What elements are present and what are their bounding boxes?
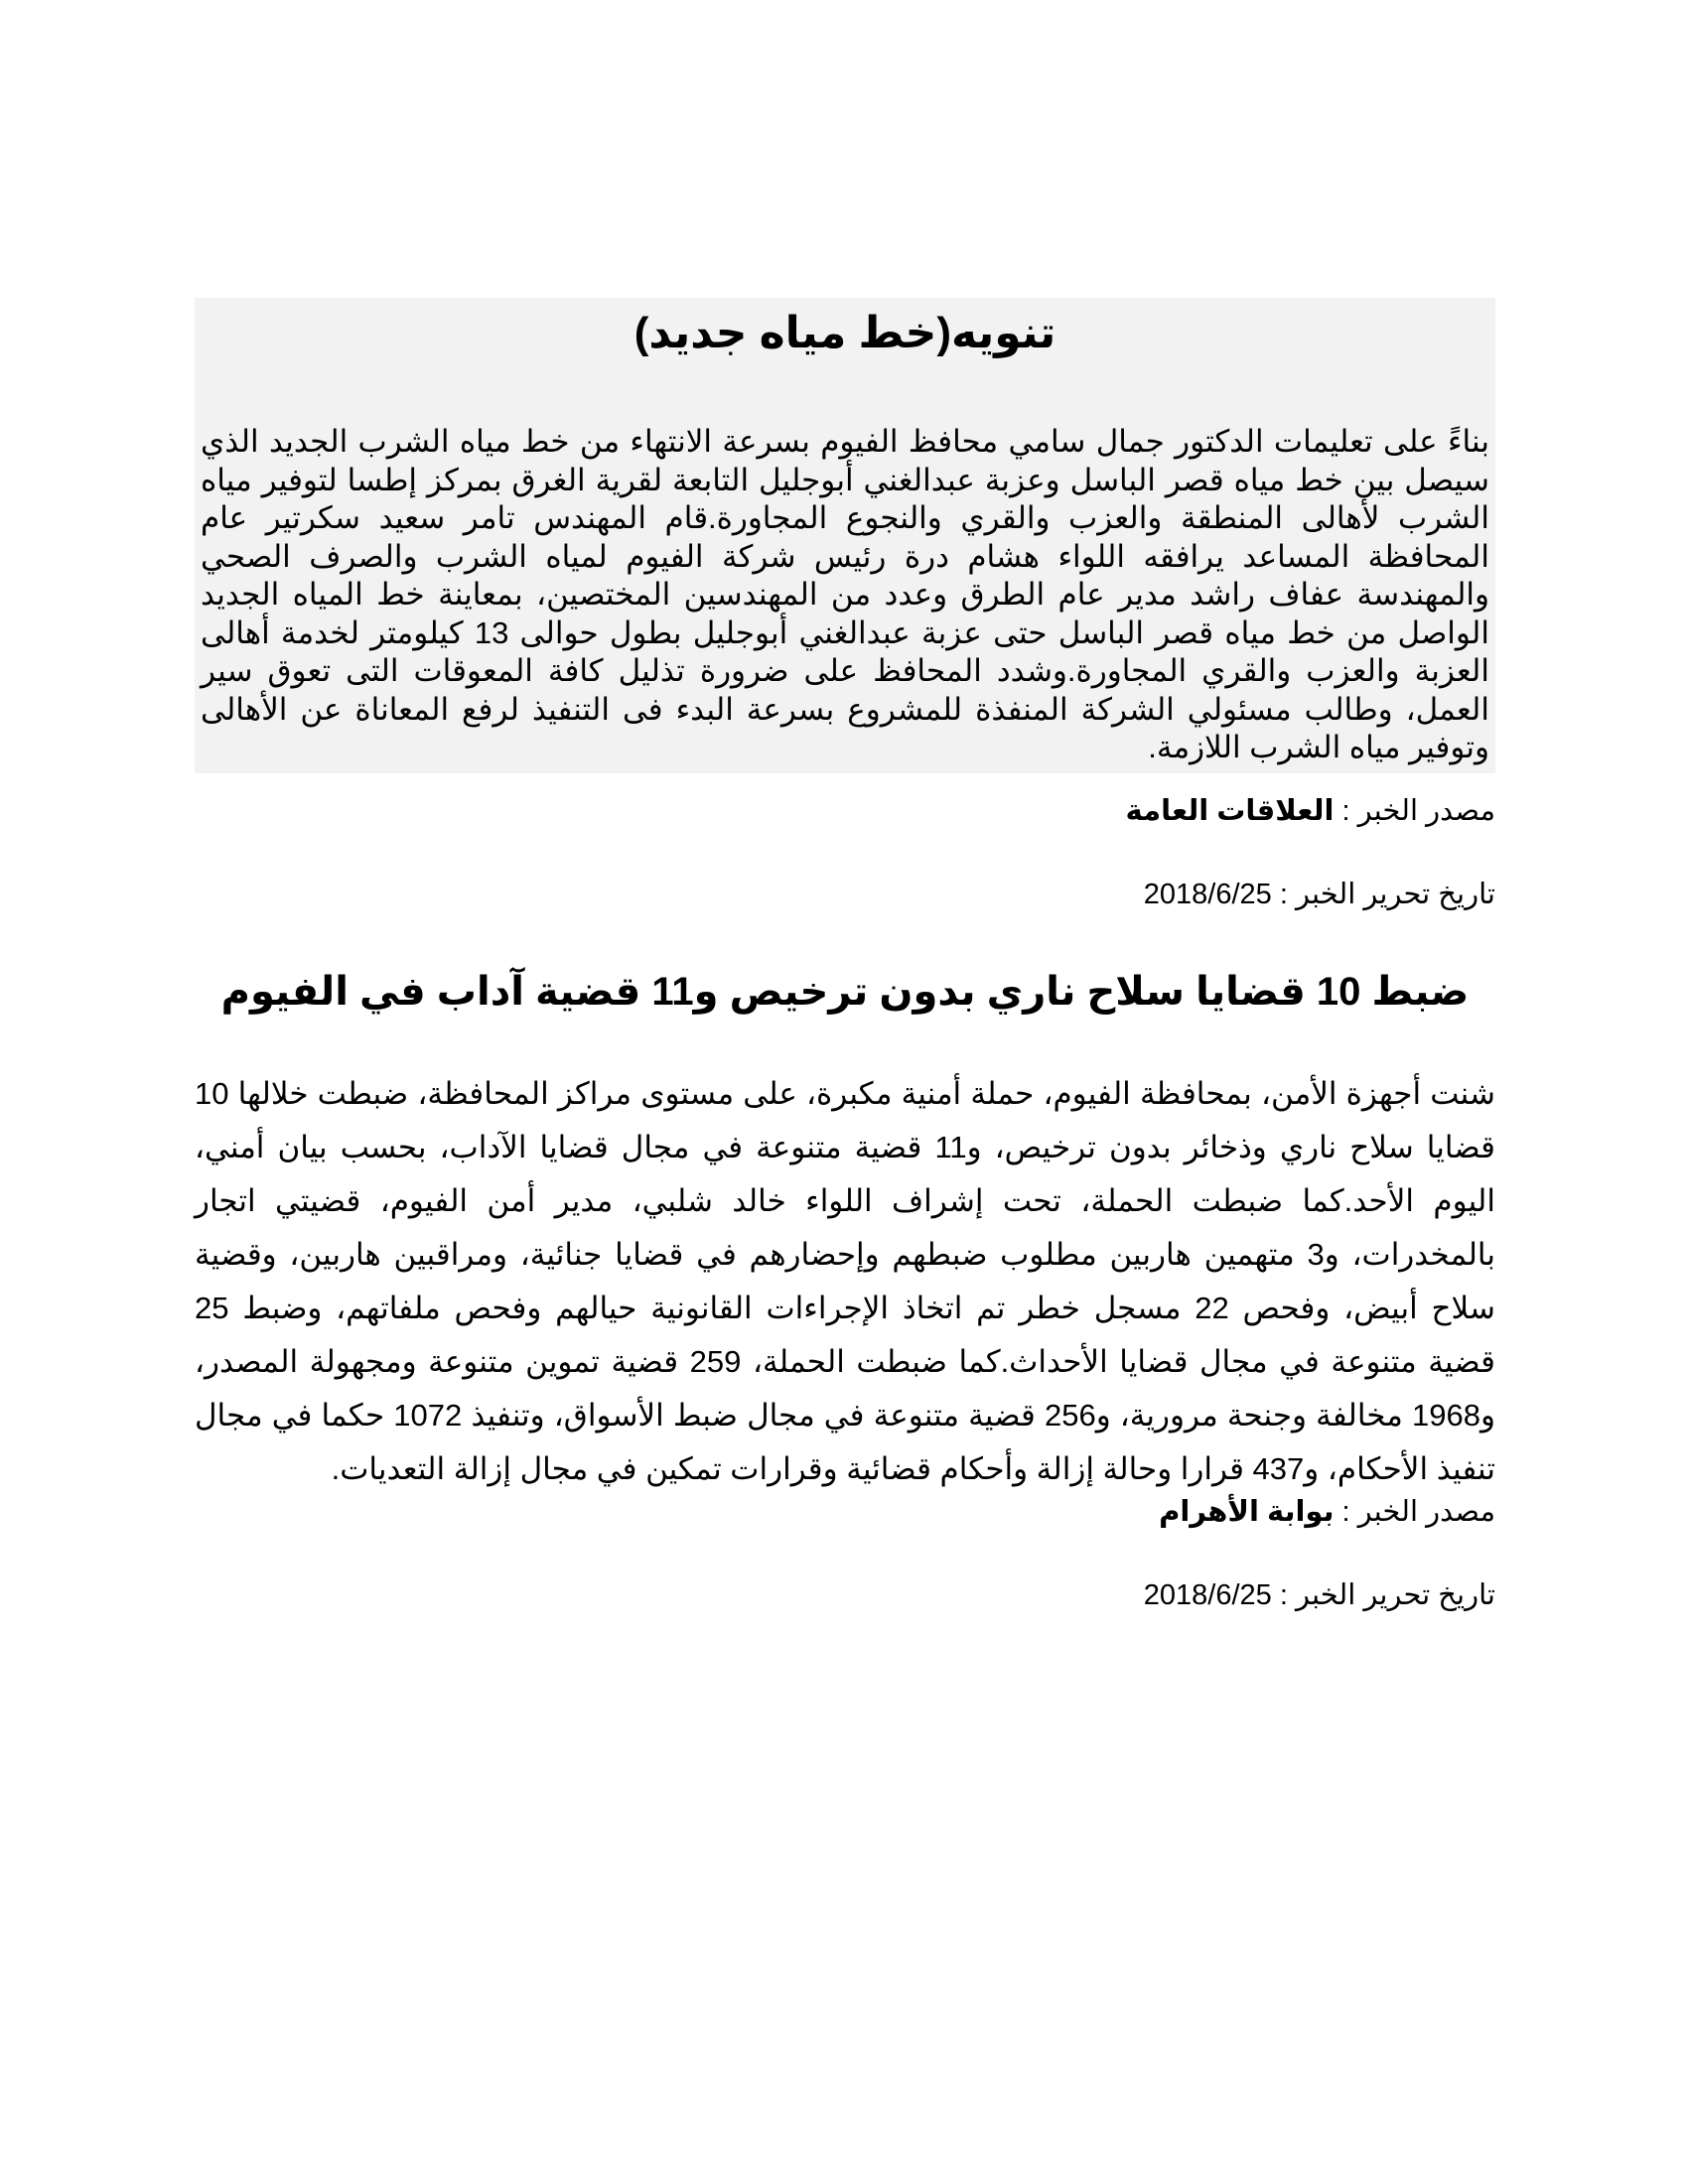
article-1-body: بناءً على تعليمات الدكتور جمال سامي محافظ الفيوم بسرعة الانتهاء من خط مياه الشرب الجديد الذي سيصل بين خط مياه قصر الباسل وعزبة عبدالغني أبوجليل التابعة لقرية الغرق بمركز إطسا لتوفير مياه الشرب لأهالى المنطقة والعزب والقري والنجوع المجاورة.قام المهندس تامر سعيد سكرتير عام المحافظة المساعد يرافقه اللواء هشام درة رئيس شركة الفيوم لمياه الشرب والصرف الصحي والمهندسة عفاف راشد مدير عام الطرق وعدد من المهندسين المختصين، بمعاينة خط المياه الجديد الواصل من خط مياه قصر الباسل حتى عزبة عبدالغني أبوجليل بطول حوالى 13 كيلومتر لخدمة أهالى العزبة والعزب والقري المجاورة.وشدد المحافظ على ضرورة تذليل كافة المعوقات التى تعوق سير العمل، وطالب مسئولي الشركة المنفذة للمشروع بسرعة البدء فى التنفيذ لرفع المعاناة عن الأهالى وتوفير مياه الشرب اللازمة. [201,424,1489,764]
article-2-date-value: 2018/6/25 [1143,1578,1272,1611]
article-1-source-label: مصدر الخبر : [1334,794,1495,827]
article-1-highlight-box [195,298,1495,773]
article-1-date [195,875,1495,914]
document [195,298,1495,1615]
article-2-body: شنت أجهزة الأمن، بمحافظة الفيوم، حملة أمنية مكبرة، على مستوى مراكز المحافظة، ضبطت خلالها 10 قضايا سلاح ناري وذخائر بدون ترخيص، و11 قضية متنوعة في مجال قضايا الآداب، بحسب بيان أمني، اليوم الأحد.كما ضبطت الحملة، تحت إشراف اللواء خالد شلبي، مدير أمن الفيوم، قضيتي اتجار بالمخدرات، و3 متهمين هاربين مطلوب ضبطهم وإحضارهم في قضايا جنائية، ومراقبين هاربين، وقضية سلاح أبيض، وفحص 22 مسجل خطر تم اتخاذ الإجراءات القانونية حيالهم وفحص ملفاتهم، وضبط 25 قضية متنوعة في مجال قضايا الأحداث.كما ضبطت الحملة، 259 قضية تموين متنوعة ومجهولة المصدر، و1968 مخالفة وجنحة مرورية، و256 قضية متنوعة في مجال ضبط الأسواق، وتنفيذ 1072 حكما في مجال تنفيذ الأحكام، و437 قرارا وحالة إزالة وأحكام قضائية وقرارات تمكين في مجال إزالة التعديات. [195,1075,1495,1486]
article-1-title: تنويه(خط مياه جديد) [633,309,1056,357]
article-2-date [195,1575,1495,1615]
article-2-date-label: تاريخ تحرير الخبر : [1271,1578,1495,1611]
article-1-source [195,791,1495,831]
article-2-source-label: مصدر الخبر : [1334,1495,1495,1528]
article-1-date-label: تاريخ تحرير الخبر : [1271,878,1495,910]
article-2-source-value: بوابة الأهرام [1159,1495,1335,1528]
article-2-title: ضبط 10 قضايا سلاح ناري بدون ترخيص و11 قضية آداب في الفيوم [220,969,1470,1014]
article-2-source [195,1492,1495,1532]
article-1-source-value: العلاقات العامة [1125,794,1335,827]
article-1-date-value: 2018/6/25 [1143,878,1272,910]
